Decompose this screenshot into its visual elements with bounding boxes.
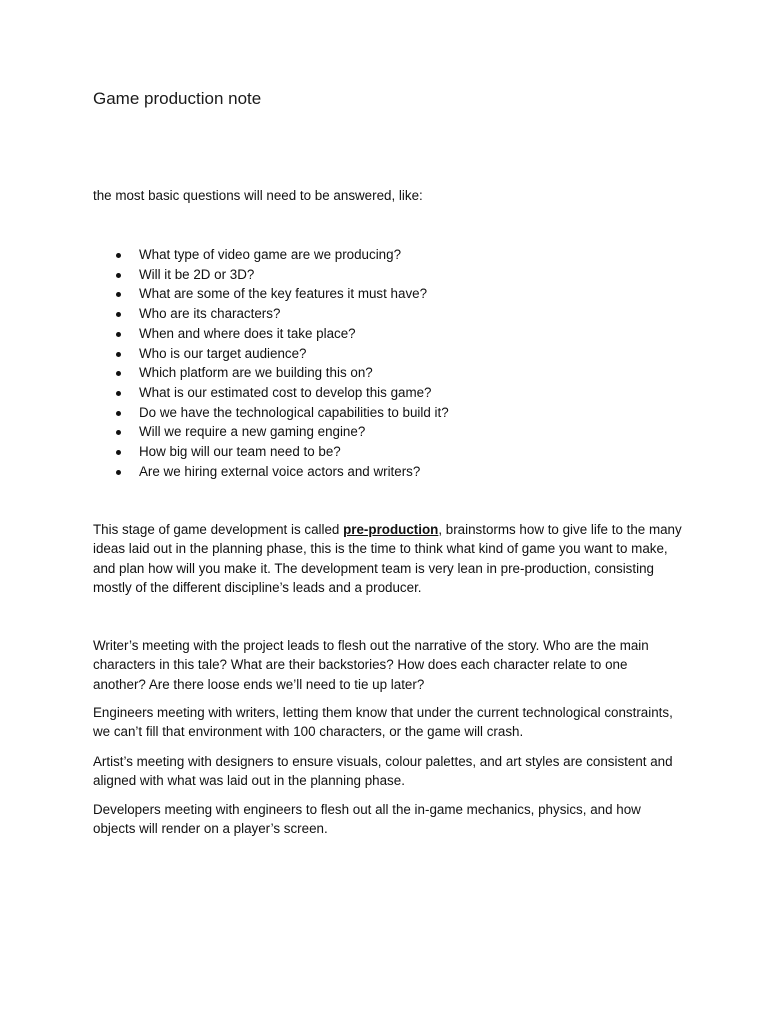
list-item bbox=[93, 245, 693, 265]
list-item bbox=[93, 304, 693, 324]
list-item bbox=[93, 442, 693, 462]
list-item-text: What are some of the key features it must have? bbox=[139, 286, 428, 302]
list-item-text: What is our estimated cost to develop this game? bbox=[139, 384, 432, 400]
bullet-icon bbox=[116, 292, 121, 297]
bullet-icon bbox=[116, 253, 121, 258]
preproduction-term: pre-production bbox=[343, 522, 439, 537]
list-item bbox=[93, 403, 693, 423]
engineers-meeting-paragraph: Engineers meeting with writers, letting them know that under the current technological constraints, we can’t fill that environment with 100 characters, or the game will crash. bbox=[93, 705, 673, 740]
list-item-text: When and where does it take place? bbox=[139, 325, 356, 341]
list-item bbox=[93, 383, 693, 403]
preproduction-rest: , brainstorms how to give life to the many ideas laid out in the planning phase, this is the time to think what kind of game you want to make, and plan how will you make it. The development team is very lean in pre-production, consisting mostly of the different discipline’s leads and a producer. bbox=[93, 522, 682, 595]
list-item-text: What type of video game are we producing? bbox=[139, 247, 402, 262]
bullet-icon bbox=[116, 411, 121, 416]
list-item bbox=[93, 265, 693, 285]
list-item bbox=[93, 324, 693, 344]
list-item-text: Which platform are we building this on? bbox=[139, 365, 373, 381]
bullet-icon bbox=[116, 470, 121, 475]
writers-meeting-paragraph: Writer’s meeting with the project leads to flesh out the narrative of the story. Who are the main characters in this tale? What are their backstories? How does each character relate to one another? Are there loose ends we’ll need to tie up later? bbox=[93, 638, 649, 692]
bullet-icon bbox=[116, 312, 121, 317]
list-item-text: Who are its characters? bbox=[139, 306, 281, 322]
preproduction-lead: This stage of game development is called bbox=[93, 522, 344, 537]
bullet-icon bbox=[116, 391, 121, 396]
list-item-text: Who is our target audience? bbox=[139, 345, 307, 361]
list-item-text: Are we hiring external voice actors and writers? bbox=[139, 463, 421, 479]
list-item-text: Will it be 2D or 3D? bbox=[139, 266, 255, 282]
list-item-text: Will we require a new gaming engine? bbox=[139, 424, 366, 440]
document-title: Game production note bbox=[93, 89, 262, 108]
developers-meeting-paragraph: Developers meeting with engineers to flesh out all the in-game mechanics, physics, and how objects will render on a player’s screen. bbox=[93, 802, 641, 837]
intro-text: the most basic questions will need to be answered, like: bbox=[93, 188, 423, 203]
bullet-icon bbox=[116, 332, 121, 337]
list-item bbox=[93, 344, 693, 364]
preproduction-paragraph bbox=[93, 520, 683, 597]
list-item bbox=[93, 462, 693, 482]
list-item-text: Do we have the technological capabilities to build it? bbox=[139, 404, 449, 420]
list-item-text: How big will our team need to be? bbox=[139, 444, 341, 460]
bullet-icon bbox=[116, 430, 121, 435]
question-list bbox=[93, 245, 693, 481]
bullet-icon bbox=[116, 352, 121, 357]
bullet-icon bbox=[116, 273, 121, 278]
artists-meeting-paragraph: Artist’s meeting with designers to ensure visuals, colour palettes, and art styles are consistent and aligned with what was laid out in the planning phase. bbox=[93, 754, 673, 789]
bullet-icon bbox=[116, 450, 121, 455]
list-item bbox=[93, 363, 693, 383]
list-item bbox=[93, 284, 693, 304]
list-item bbox=[93, 422, 693, 442]
bullet-icon bbox=[116, 371, 121, 376]
